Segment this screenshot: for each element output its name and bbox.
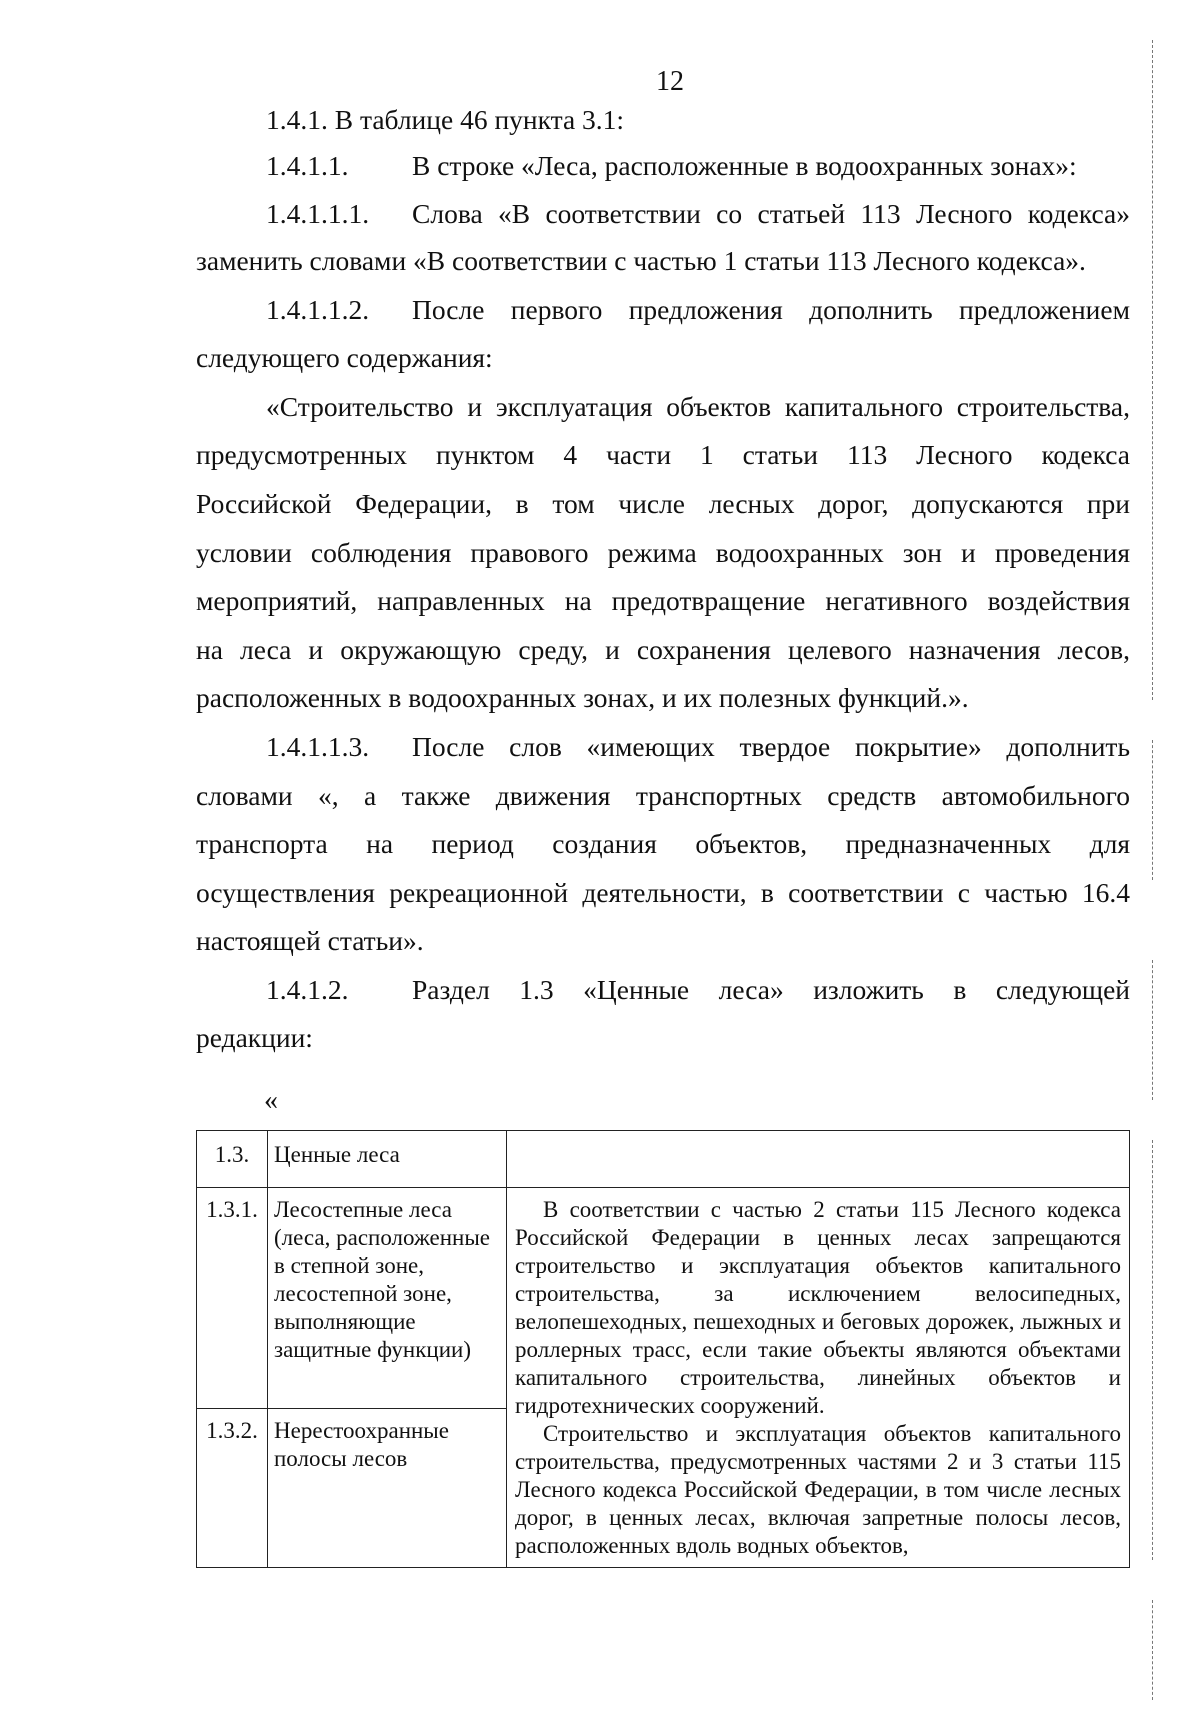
item-number: 1.4.1.1.1. (266, 198, 370, 229)
paragraph-1-4-1-1-3 (266, 729, 1130, 765)
item-text: Слова «В соответствии со статьей 113 Лесного кодекса» (412, 198, 1130, 229)
paragraph-1-4-1-1 (266, 148, 1077, 184)
description-paragraph-2: Строительство и эксплуатация объектов капитального строительства, предусмотренных частями 2 и 3 статьи 115 Лесного кодекса Российской Федерации, в том числе лесных дорог, в ценных лесах, включая запретные полосы лесов, расположенных вдоль водных объектов, (515, 1421, 1121, 1558)
text-line: редакции: (196, 1022, 313, 1053)
description-paragraph-1: В соответствии с частью 2 статьи 115 Лесного кодекса Российской Федерации в ценных лесах запрещаются строительство и эксплуатация объектов капитального строительства, за исключением велосипедных, велопешеходных, пешеходных и беговых дорожек, лыжных и роллерных трасс, если такие объекты являются объектами капитального строительства, линейных объектов и гидротехнических сооружений. (515, 1197, 1121, 1418)
row-number: 1.3. (197, 1131, 268, 1188)
text-line: расположенных в водоохранных зонах, и их полезных функций.». (196, 682, 969, 713)
text-line: «Строительство и эксплуатация объектов капитального строительства, (266, 391, 1130, 422)
text-line: осуществления рекреационной деятельности, в соответствии с частью 16.4 (196, 877, 1130, 908)
item-number: 1.4.1.1.2. (266, 294, 370, 325)
item-text: После слов «имеющих твердое покрытие» дополнить (412, 731, 1130, 762)
text-line: транспорта на период создания объектов, предназначенных для (196, 828, 1130, 859)
text-line: предусмотренных пунктом 4 части 1 статьи 113 Лесного кодекса (196, 439, 1130, 470)
item-number: 1.4.1.1. (266, 150, 349, 181)
valuable-forests-table (196, 1130, 1130, 1568)
text-line: условии соблюдения правового режима водоохранных зон и проведения (196, 537, 1130, 568)
text-line: словами «, а также движения транспортных средств автомобильного (196, 780, 1130, 811)
scan-edge-mark (1152, 1140, 1153, 1560)
paragraph-1-4-1-2 (266, 972, 1130, 1008)
item-text: В строке «Леса, расположенные в водоохранных зонах»: (412, 150, 1077, 181)
text-line: настоящей статьи». (196, 925, 424, 956)
row-number: 1.3.1. (197, 1188, 268, 1409)
text-line: следующего содержания: (196, 342, 493, 373)
row-name: Нерестоохранные полосы лесов (268, 1409, 507, 1568)
item-text: После первого предложения дополнить предложением (412, 294, 1130, 325)
row-description (507, 1131, 1130, 1188)
item-text: Раздел 1.3 «Ценные леса» изложить в следующей (412, 974, 1130, 1005)
page-number: 12 (656, 66, 684, 97)
text-line: мероприятий, направленных на предотвращение негативного воздействия (196, 585, 1130, 616)
scan-edge-mark (1152, 1600, 1153, 1700)
text-line: Российской Федерации, в том числе лесных дорог, допускаются при (196, 488, 1130, 519)
text-line: на леса и окружающую среду, и сохранения целевого назначения лесов, (196, 634, 1130, 665)
row-name: Лесостепные леса (леса, расположенные в степной зоне, лесостепной зоне, выполняющие защитные функции) (268, 1188, 507, 1409)
row-number: 1.3.2. (197, 1409, 268, 1568)
item-number: 1.4.1.2. (266, 974, 349, 1005)
paragraph-1-4-1: 1.4.1. В таблице 46 пункта 3.1: (266, 104, 625, 135)
scan-edge-mark (1152, 960, 1153, 1100)
table-row (197, 1188, 1130, 1409)
paragraph-1-4-1-1-1 (266, 196, 1130, 232)
row-name: Ценные леса (268, 1131, 507, 1188)
table-row (197, 1131, 1130, 1188)
opening-quote: « (264, 1085, 278, 1116)
text-line: заменить словами «В соответствии с частью 1 статьи 113 Лесного кодекса». (196, 245, 1086, 276)
scan-edge-mark (1152, 40, 1153, 700)
paragraph-1-4-1-1-2 (266, 292, 1130, 328)
scan-edge-mark (1152, 740, 1153, 880)
row-description (507, 1188, 1130, 1568)
item-number: 1.4.1.1.3. (266, 731, 370, 762)
